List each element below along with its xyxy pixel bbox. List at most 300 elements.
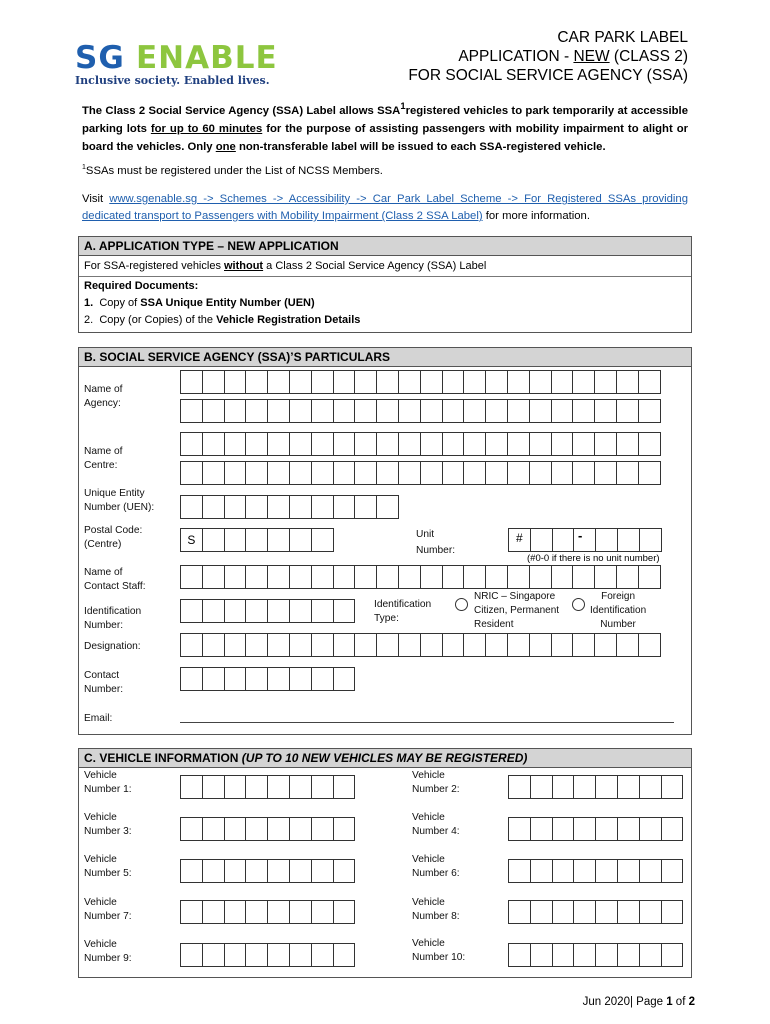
char-box[interactable] [485, 565, 508, 589]
char-box[interactable] [245, 461, 268, 485]
char-box[interactable] [311, 859, 334, 883]
char-box[interactable] [530, 817, 553, 841]
char-box[interactable] [398, 565, 421, 589]
char-box[interactable] [245, 817, 268, 841]
char-box[interactable] [572, 370, 595, 394]
char-box[interactable] [595, 817, 618, 841]
char-box[interactable] [616, 432, 639, 456]
vehicle-7-label: Vehicle Number 7: [84, 897, 132, 922]
char-box[interactable] [594, 432, 617, 456]
char-box[interactable] [180, 461, 203, 485]
char-box[interactable] [289, 399, 312, 423]
char-box[interactable] [551, 399, 574, 423]
char-box[interactable] [333, 565, 356, 589]
char-box[interactable] [530, 859, 553, 883]
char-box[interactable] [442, 432, 465, 456]
char-box[interactable] [639, 943, 662, 967]
char-box[interactable] [202, 667, 225, 691]
char-box[interactable] [594, 565, 617, 589]
char-box[interactable] [595, 859, 618, 883]
char-box[interactable] [224, 565, 247, 589]
char-box[interactable] [661, 943, 684, 967]
char-box[interactable] [267, 495, 290, 519]
char-box[interactable] [202, 461, 225, 485]
char-box[interactable] [616, 461, 639, 485]
char-box[interactable] [530, 775, 553, 799]
char-box[interactable] [224, 461, 247, 485]
char-box[interactable] [639, 775, 662, 799]
char-box[interactable] [180, 900, 203, 924]
char-box[interactable] [289, 528, 312, 552]
char-box[interactable] [398, 370, 421, 394]
char-box[interactable] [354, 461, 377, 485]
vehicle-1-label: Vehicle Number 1: [84, 770, 132, 795]
char-box[interactable] [661, 775, 684, 799]
char-box[interactable] [267, 399, 290, 423]
char-box[interactable] [224, 370, 247, 394]
char-box[interactable] [617, 859, 640, 883]
char-box[interactable] [507, 399, 530, 423]
char-box[interactable] [508, 817, 531, 841]
char-box[interactable] [617, 528, 640, 552]
char-box[interactable] [398, 633, 421, 657]
logo-tagline: Inclusive society. Enabled lives. [75, 74, 270, 87]
logo-enable-text: ENABLE [136, 40, 278, 76]
char-box[interactable] [289, 859, 312, 883]
char-box[interactable] [202, 817, 225, 841]
char-box[interactable] [245, 667, 268, 691]
id-number-boxes[interactable] [180, 599, 354, 623]
char-box[interactable] [594, 633, 617, 657]
char-box[interactable] [333, 859, 356, 883]
char-box[interactable] [289, 599, 312, 623]
char-box[interactable] [202, 565, 225, 589]
char-box[interactable] [420, 370, 443, 394]
char-box[interactable] [202, 859, 225, 883]
char-box[interactable] [530, 528, 553, 552]
char-box[interactable] [202, 370, 225, 394]
char-box[interactable] [333, 461, 356, 485]
char-box[interactable] [289, 370, 312, 394]
char-box[interactable] [573, 817, 596, 841]
char-box[interactable] [333, 943, 356, 967]
char-box[interactable] [573, 943, 596, 967]
char-box[interactable] [289, 775, 312, 799]
centre-boxes-row-2[interactable] [180, 461, 660, 485]
intro-paragraph: The Class 2 Social Service Agency (SSA) Label allows SSA$^1$registered vehicles to park temporarily at accessible parking lots for up to 60 minutes for the purpose of assisting passengers with mobility impairment to alight or board the vehicles. Only one non-transferable label will be issued to each SSA-registered vehicle. [82, 100, 688, 153]
title-line-3: FOR SOCIAL SERVICE AGENCY (SSA) [408, 67, 688, 84]
char-box[interactable] [180, 817, 203, 841]
vehicle-5-boxes[interactable] [180, 859, 354, 883]
contact-staff-boxes[interactable] [180, 565, 660, 589]
char-box[interactable] [267, 817, 290, 841]
char-box[interactable] [573, 859, 596, 883]
vehicle-10-boxes[interactable] [508, 943, 682, 967]
char-box[interactable] [572, 565, 595, 589]
char-box[interactable] [245, 370, 268, 394]
char-box[interactable] [552, 900, 575, 924]
char-box[interactable] [267, 775, 290, 799]
char-box[interactable] [551, 370, 574, 394]
footnote: $^1$SSAs must be registered under the List of NCSS Members. [82, 164, 383, 177]
char-box[interactable] [617, 775, 640, 799]
char-box[interactable] [442, 565, 465, 589]
char-box[interactable] [594, 461, 617, 485]
char-box[interactable] [180, 432, 203, 456]
char-box[interactable] [224, 859, 247, 883]
char-box[interactable] [224, 943, 247, 967]
char-box[interactable] [267, 461, 290, 485]
char-box[interactable] [224, 599, 247, 623]
char-box[interactable] [463, 399, 486, 423]
char-box[interactable] [616, 370, 639, 394]
char-box[interactable] [638, 432, 661, 456]
char-box[interactable] [572, 432, 595, 456]
char-box[interactable] [224, 633, 247, 657]
char-box[interactable] [463, 370, 486, 394]
fin-option-label: Foreign Identification Number [590, 591, 647, 630]
char-box[interactable] [616, 633, 639, 657]
char-box[interactable] [267, 432, 290, 456]
char-box[interactable] [311, 900, 334, 924]
char-box[interactable] [333, 599, 356, 623]
char-box[interactable] [354, 633, 377, 657]
char-box[interactable] [507, 432, 530, 456]
char-box[interactable] [354, 495, 377, 519]
char-box[interactable] [333, 775, 356, 799]
char-box[interactable] [529, 633, 552, 657]
char-box[interactable] [202, 399, 225, 423]
char-box[interactable] [572, 633, 595, 657]
char-box[interactable] [311, 667, 334, 691]
char-box[interactable] [354, 432, 377, 456]
char-box[interactable] [333, 399, 356, 423]
char-box[interactable] [530, 943, 553, 967]
char-box[interactable] [463, 565, 486, 589]
vehicle-5-label: Vehicle Number 5: [84, 854, 132, 879]
char-box[interactable] [180, 667, 203, 691]
char-box[interactable] [617, 900, 640, 924]
char-box[interactable] [354, 565, 377, 589]
char-box[interactable] [202, 599, 225, 623]
char-box[interactable] [180, 370, 203, 394]
char-box[interactable] [508, 900, 531, 924]
vehicle-7-boxes[interactable] [180, 900, 354, 924]
char-box[interactable] [485, 461, 508, 485]
char-box[interactable] [180, 943, 203, 967]
char-box[interactable] [638, 399, 661, 423]
vehicle-9-label: Vehicle Number 9: [84, 939, 132, 964]
char-box[interactable] [508, 775, 531, 799]
vehicle-2-boxes[interactable] [508, 775, 682, 799]
char-box[interactable] [289, 432, 312, 456]
char-box[interactable] [485, 432, 508, 456]
char-box[interactable] [245, 599, 268, 623]
char-box[interactable] [311, 461, 334, 485]
char-box[interactable] [376, 370, 399, 394]
char-box[interactable] [311, 775, 334, 799]
id-number-label: Identification Number: [84, 606, 142, 631]
char-box[interactable] [639, 817, 662, 841]
char-box[interactable] [572, 461, 595, 485]
char-box[interactable] [661, 859, 684, 883]
char-box[interactable] [333, 633, 356, 657]
char-box[interactable] [529, 399, 552, 423]
char-box[interactable] [530, 900, 553, 924]
char-box[interactable] [224, 399, 247, 423]
char-box[interactable] [289, 817, 312, 841]
unit-hint: (#0-0 if there is no unit number) [527, 553, 660, 564]
char-box[interactable] [420, 432, 443, 456]
char-box[interactable] [376, 565, 399, 589]
vehicle-4-boxes[interactable] [508, 817, 682, 841]
unit-label: Unit Number: [416, 529, 456, 556]
unit-hash: # [516, 531, 523, 545]
agency-boxes-row-2[interactable] [180, 399, 660, 423]
char-box[interactable] [311, 370, 334, 394]
char-box[interactable] [442, 399, 465, 423]
postal-boxes[interactable] [180, 528, 333, 552]
char-box[interactable] [311, 495, 334, 519]
char-box[interactable] [573, 775, 596, 799]
char-box[interactable] [463, 432, 486, 456]
char-box[interactable] [289, 667, 312, 691]
char-box[interactable] [616, 399, 639, 423]
char-box[interactable] [267, 633, 290, 657]
postal-label: Postal Code: (Centre) [84, 525, 143, 550]
char-box[interactable] [311, 817, 334, 841]
char-box[interactable] [245, 565, 268, 589]
unit-boxes[interactable] [508, 528, 661, 552]
char-box[interactable] [267, 859, 290, 883]
char-box[interactable] [573, 900, 596, 924]
char-box[interactable] [573, 528, 596, 552]
char-box[interactable] [420, 565, 443, 589]
char-box[interactable] [311, 943, 334, 967]
char-box[interactable] [551, 461, 574, 485]
char-box[interactable] [202, 495, 225, 519]
char-box[interactable] [420, 633, 443, 657]
char-box[interactable] [224, 667, 247, 691]
char-box[interactable] [311, 528, 334, 552]
char-box[interactable] [376, 432, 399, 456]
id-type-label: Identification Type: [374, 599, 432, 624]
char-box[interactable] [552, 775, 575, 799]
char-box[interactable] [180, 859, 203, 883]
char-box[interactable] [552, 859, 575, 883]
char-box[interactable] [572, 399, 595, 423]
email-line[interactable] [180, 722, 674, 723]
char-box[interactable] [442, 461, 465, 485]
char-box[interactable] [507, 461, 530, 485]
fin-radio[interactable] [572, 598, 585, 611]
char-box[interactable] [267, 599, 290, 623]
char-box[interactable] [616, 565, 639, 589]
char-box[interactable] [595, 775, 618, 799]
vehicle-10-label: Vehicle Number 10: [412, 938, 466, 963]
char-box[interactable] [661, 817, 684, 841]
char-box[interactable] [224, 900, 247, 924]
char-box[interactable] [485, 399, 508, 423]
char-box[interactable] [311, 399, 334, 423]
char-box[interactable] [311, 432, 334, 456]
char-box[interactable] [180, 495, 203, 519]
char-box[interactable] [529, 461, 552, 485]
char-box[interactable] [376, 461, 399, 485]
contact-number-boxes[interactable] [180, 667, 354, 691]
char-box[interactable] [202, 432, 225, 456]
char-box[interactable] [638, 370, 661, 394]
char-box[interactable] [180, 399, 203, 423]
char-box[interactable] [245, 633, 268, 657]
char-box[interactable] [202, 900, 225, 924]
char-box[interactable] [354, 399, 377, 423]
char-box[interactable] [594, 399, 617, 423]
char-box[interactable] [267, 528, 290, 552]
char-box[interactable] [333, 817, 356, 841]
char-box[interactable] [311, 633, 334, 657]
char-box[interactable] [289, 565, 312, 589]
char-box[interactable] [333, 667, 356, 691]
char-box[interactable] [552, 528, 575, 552]
char-box[interactable]: S [180, 528, 203, 552]
vehicle-8-boxes[interactable] [508, 900, 682, 924]
char-box[interactable] [617, 817, 640, 841]
char-box[interactable] [463, 633, 486, 657]
char-box[interactable] [289, 495, 312, 519]
char-box[interactable] [617, 943, 640, 967]
char-box[interactable] [420, 399, 443, 423]
visit-paragraph: Visit www.sgenable.sg -> Schemes -> Accessibility -> Car Park Label Scheme -> For Registered SSAs providing dedicated transport to Passengers with Mobility Impairment (Class 2 SSA Label) for more information. [82, 193, 689, 222]
char-box[interactable] [224, 495, 247, 519]
char-box[interactable] [289, 633, 312, 657]
vehicle-1-boxes[interactable] [180, 775, 354, 799]
char-box[interactable] [333, 900, 356, 924]
title-line-2: APPLICATION - NEW (CLASS 2) [458, 48, 688, 65]
char-box[interactable] [267, 565, 290, 589]
char-box[interactable] [180, 565, 203, 589]
vehicle-9-boxes[interactable] [180, 943, 354, 967]
char-box[interactable] [595, 528, 618, 552]
vehicle-6-boxes[interactable] [508, 859, 682, 883]
char-box[interactable] [398, 461, 421, 485]
unit-dash: - [578, 528, 583, 543]
char-box[interactable] [507, 370, 530, 394]
char-box[interactable] [333, 495, 356, 519]
char-box[interactable] [333, 370, 356, 394]
agency-boxes-row-1[interactable] [180, 370, 660, 394]
char-box[interactable] [639, 900, 662, 924]
char-box[interactable] [485, 370, 508, 394]
char-box[interactable] [245, 495, 268, 519]
char-box[interactable] [376, 633, 399, 657]
char-box[interactable] [289, 943, 312, 967]
uen-boxes[interactable] [180, 495, 398, 519]
char-box[interactable] [202, 775, 225, 799]
char-box[interactable] [638, 633, 661, 657]
char-box[interactable] [552, 943, 575, 967]
char-box[interactable] [180, 633, 203, 657]
sg-enable-logo [75, 40, 278, 87]
char-box[interactable] [267, 943, 290, 967]
char-box[interactable] [267, 667, 290, 691]
char-box[interactable] [551, 432, 574, 456]
char-box[interactable] [552, 817, 575, 841]
char-box[interactable] [224, 528, 247, 552]
char-box[interactable] [267, 900, 290, 924]
char-box[interactable] [594, 370, 617, 394]
char-box[interactable] [224, 432, 247, 456]
char-box[interactable] [224, 817, 247, 841]
char-box[interactable] [551, 565, 574, 589]
char-box[interactable] [420, 461, 443, 485]
vehicle-3-boxes[interactable] [180, 817, 354, 841]
logo-sg-text: SG [75, 40, 125, 76]
char-box[interactable] [376, 399, 399, 423]
title-line-1: CAR PARK LABEL [557, 29, 688, 46]
char-box[interactable] [661, 900, 684, 924]
char-box[interactable] [245, 432, 268, 456]
char-box[interactable] [485, 633, 508, 657]
char-box[interactable] [638, 461, 661, 485]
char-box[interactable] [508, 859, 531, 883]
char-box[interactable] [245, 528, 268, 552]
char-box[interactable] [202, 633, 225, 657]
char-box[interactable] [529, 565, 552, 589]
nric-radio[interactable] [455, 598, 468, 611]
char-box[interactable] [180, 599, 203, 623]
char-box[interactable] [442, 633, 465, 657]
char-box[interactable] [311, 565, 334, 589]
char-box[interactable] [529, 370, 552, 394]
char-box[interactable] [551, 633, 574, 657]
char-box[interactable] [245, 859, 268, 883]
char-box[interactable] [180, 775, 203, 799]
char-box[interactable] [311, 599, 334, 623]
char-box[interactable] [508, 943, 531, 967]
char-box[interactable] [398, 399, 421, 423]
char-box[interactable] [639, 859, 662, 883]
char-box[interactable] [507, 565, 530, 589]
designation-boxes[interactable] [180, 633, 660, 657]
contact-staff-label: Name of Contact Staff: [84, 567, 146, 592]
char-box[interactable] [463, 461, 486, 485]
char-box[interactable] [245, 943, 268, 967]
char-box[interactable] [245, 900, 268, 924]
char-box[interactable] [289, 900, 312, 924]
char-box[interactable] [202, 528, 225, 552]
char-box[interactable] [333, 432, 356, 456]
char-box[interactable] [638, 565, 661, 589]
char-box[interactable] [529, 432, 552, 456]
char-box[interactable] [442, 370, 465, 394]
char-box[interactable] [224, 775, 247, 799]
char-box[interactable] [639, 528, 662, 552]
char-box[interactable] [202, 943, 225, 967]
char-box[interactable] [245, 775, 268, 799]
char-box[interactable] [595, 943, 618, 967]
centre-boxes-row-1[interactable] [180, 432, 660, 456]
char-box[interactable] [507, 633, 530, 657]
char-box[interactable] [595, 900, 618, 924]
char-box[interactable] [267, 370, 290, 394]
char-box[interactable] [376, 495, 399, 519]
char-box[interactable] [398, 432, 421, 456]
char-box[interactable] [245, 399, 268, 423]
scheme-link[interactable]: www.sgenable.sg -> Schemes -> Accessibility -> Car Park Label Scheme -> For Registered SSAs providing dedicated transport to Passengers with Mobility Impairment (Class 2 SSA Label) [82, 193, 689, 222]
char-box[interactable] [289, 461, 312, 485]
char-box[interactable] [354, 370, 377, 394]
